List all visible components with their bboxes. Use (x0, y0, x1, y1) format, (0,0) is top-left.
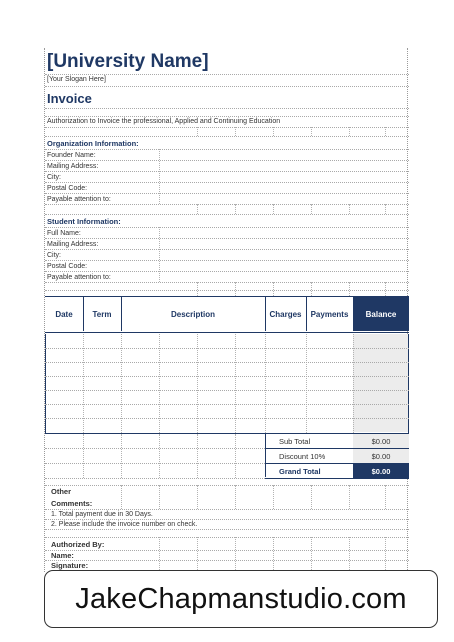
comment-note-2: 2. Please include the invoice number on check. (51, 521, 198, 528)
invoice-title: Invoice (47, 91, 92, 106)
comment-note-1: 1. Total payment due in 30 Days. (51, 511, 153, 518)
org-city-label: City: (47, 174, 61, 181)
org-attention-label: Payable attention to: (47, 196, 111, 203)
student-postal-label: Postal Code: (47, 263, 88, 270)
grand-total-value: $0.00 (353, 464, 409, 478)
discount-label: Discount 10% (279, 451, 326, 461)
org-founder-label: Founder Name: (47, 152, 96, 159)
column-balance: Balance (353, 297, 409, 331)
authorization-text: Authorization to Invoice the professional, Applied and Continuing Education (47, 118, 281, 125)
column-payments: Payments (310, 309, 349, 319)
student-heading: Student Information: (47, 217, 121, 226)
subtotal-label: Sub Total (279, 436, 311, 446)
subtotal-value: $0.00 (353, 434, 409, 448)
line-items-header (45, 296, 409, 333)
university-name: [University Name] (47, 51, 209, 72)
column-description: Description (170, 309, 215, 319)
slogan: [Your Slogan Here] (47, 76, 106, 83)
column-charges: Charges (269, 309, 302, 319)
student-attention-label: Payable attention to: (47, 274, 111, 281)
organization-heading: Organization Information: (47, 139, 139, 148)
auth-signature-label: Signature: (51, 561, 89, 570)
student-city-label: City: (47, 252, 61, 259)
auth-name-label: Name: (51, 551, 74, 560)
comments-heading-line2: Comments: (51, 499, 93, 508)
column-term: Term (92, 309, 112, 319)
invoice-sheet (44, 48, 408, 572)
watermark-banner: JakeChapmanstudio.com (44, 570, 438, 628)
grand-total-label: Grand Total (279, 466, 321, 476)
org-mailing-label: Mailing Address: (47, 163, 99, 170)
discount-value: $0.00 (353, 449, 409, 463)
student-mailing-label: Mailing Address: (47, 241, 99, 248)
student-name-label: Full Name: (47, 230, 81, 237)
authorized-by-label: Authorized By: (51, 540, 105, 549)
org-postal-label: Postal Code: (47, 185, 88, 192)
comments-heading-line1: Other (51, 487, 72, 496)
column-date: Date (55, 309, 73, 319)
